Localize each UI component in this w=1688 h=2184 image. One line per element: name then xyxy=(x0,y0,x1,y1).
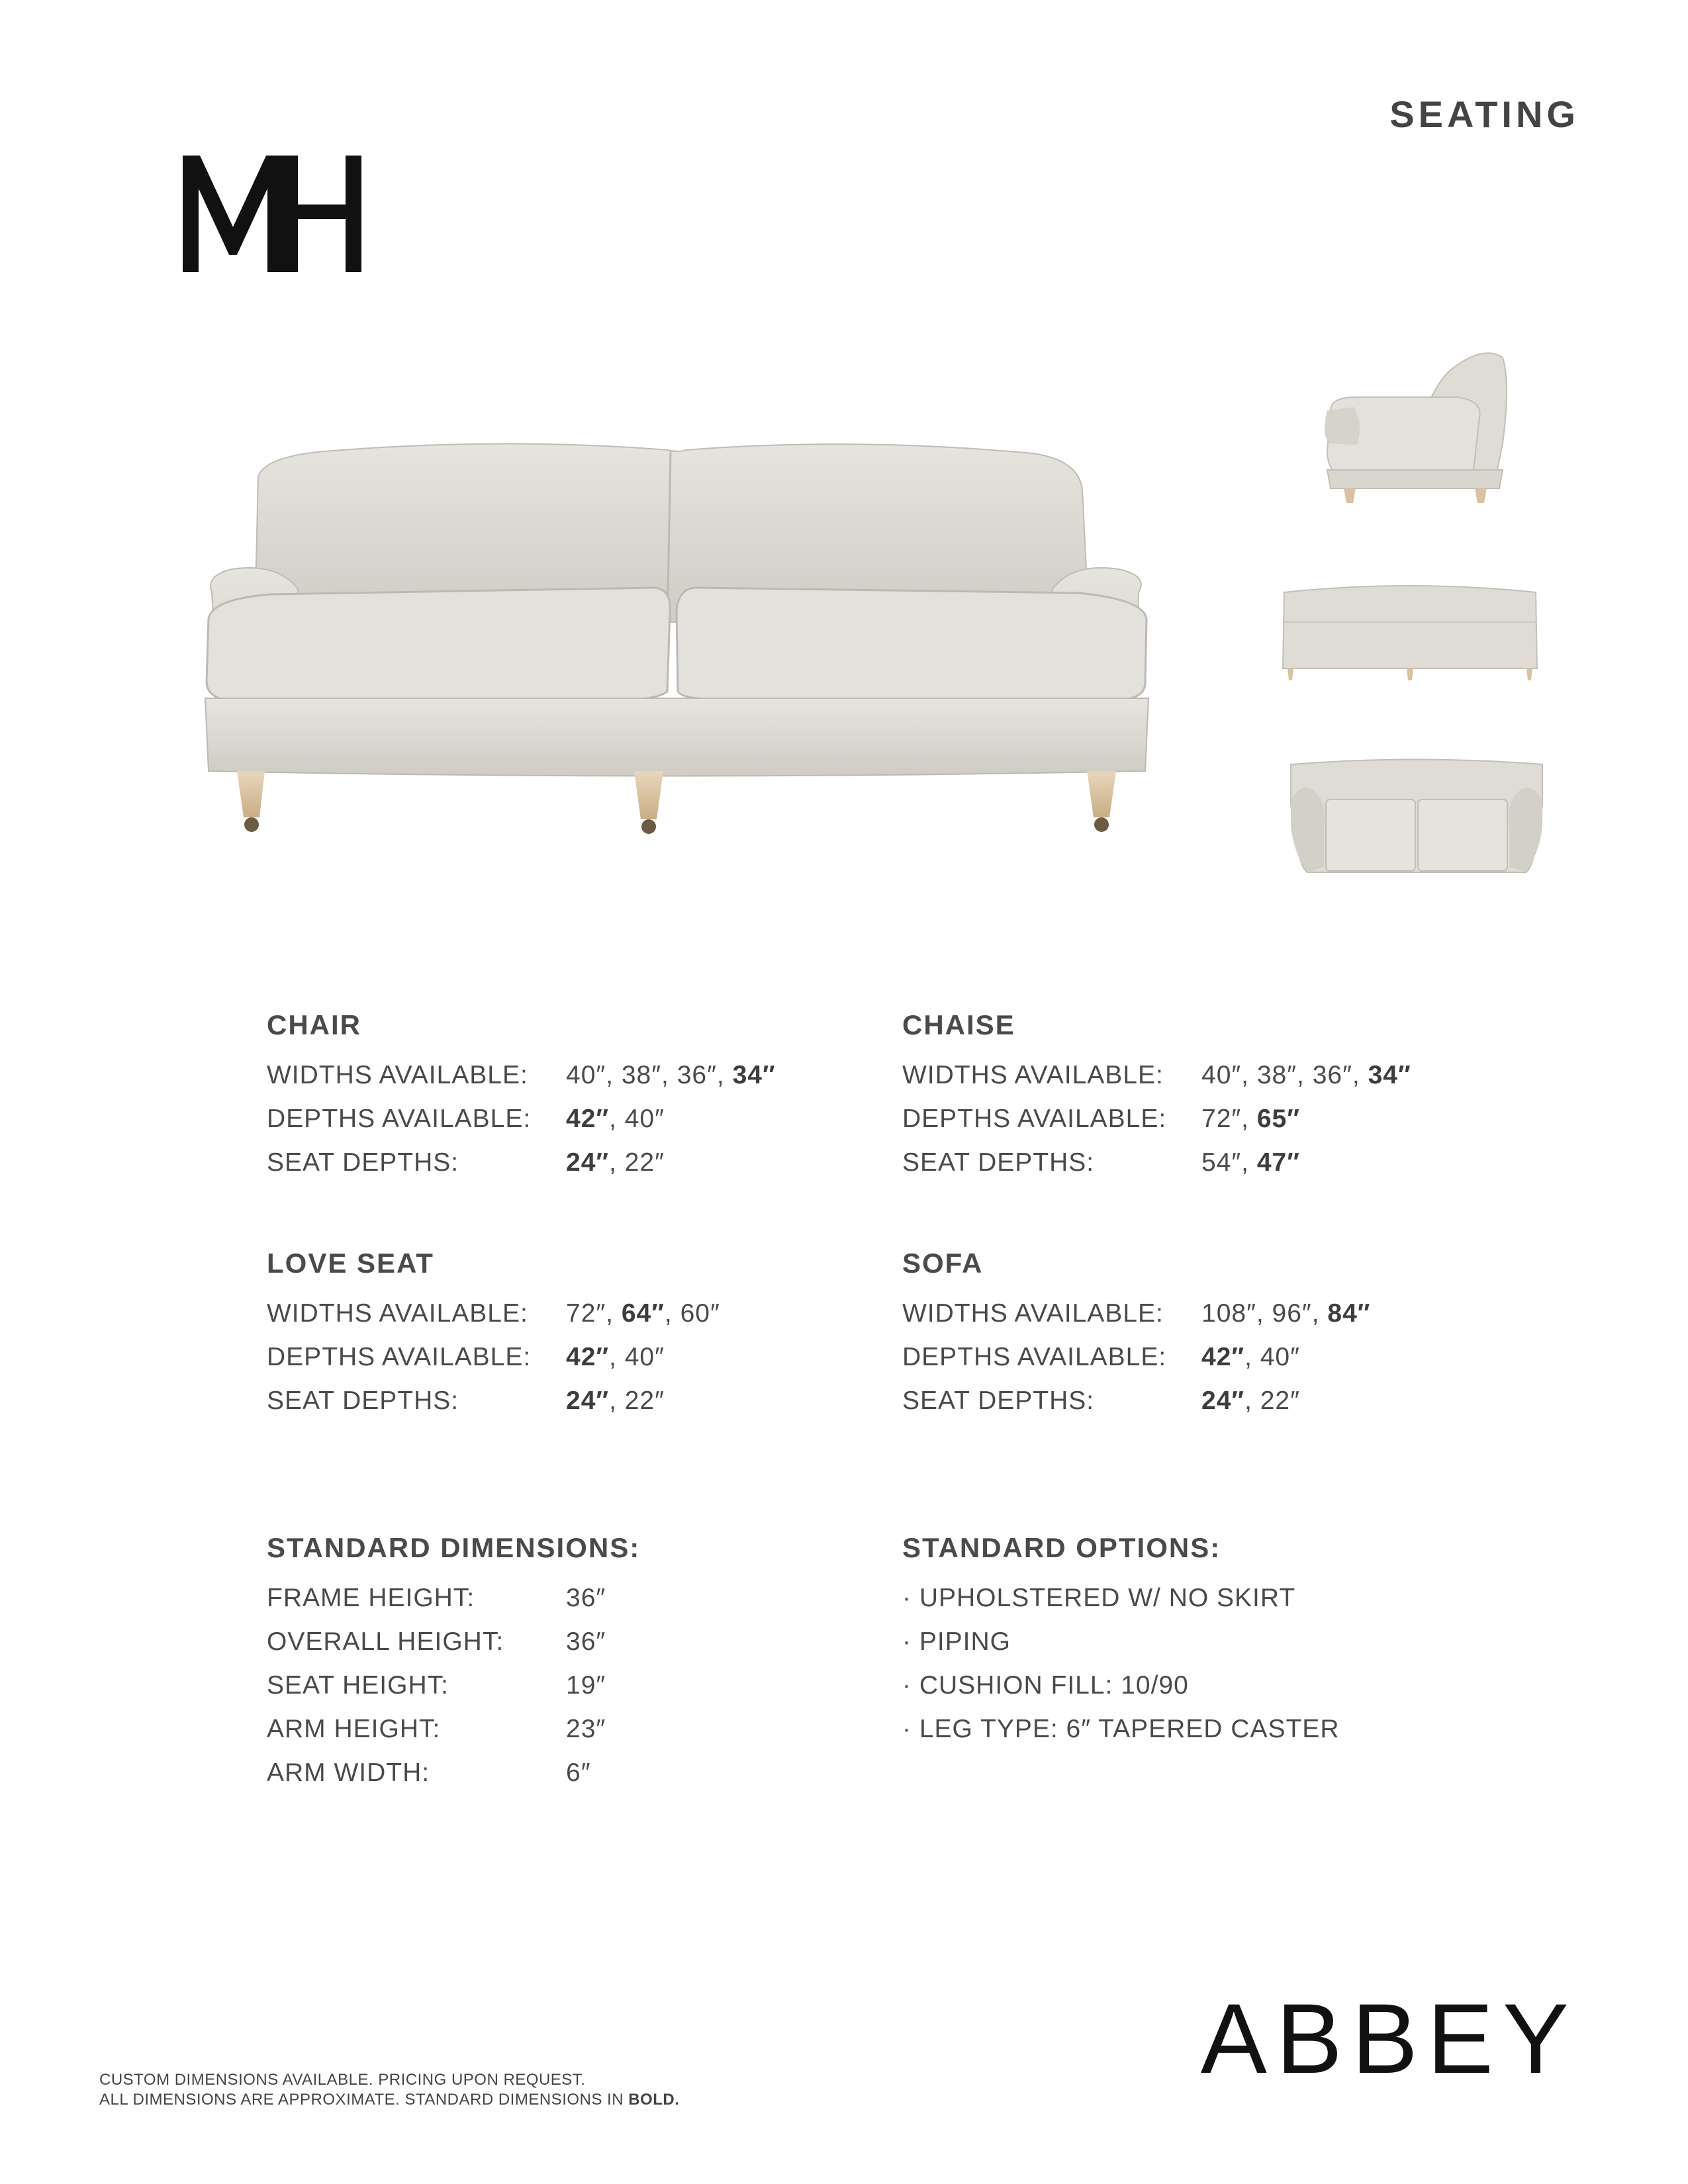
spec-label: WIDTHS AVAILABLE: xyxy=(267,1061,528,1089)
sofa-title: SOFA xyxy=(902,1248,984,1279)
dimension-value: 23″ xyxy=(566,1715,606,1743)
chair-spec-block xyxy=(267,1009,776,1185)
spec-row xyxy=(267,1379,720,1423)
spec-label: WIDTHS AVAILABLE: xyxy=(902,1061,1164,1089)
dimension-label: SEAT HEIGHT: xyxy=(267,1671,449,1700)
spec-row xyxy=(902,1292,1370,1336)
spec-label: SEAT DEPTHS: xyxy=(902,1148,1095,1177)
spec-row xyxy=(902,1336,1370,1379)
chaise-title: CHAISE xyxy=(902,1009,1015,1040)
dimension-value: 36″ xyxy=(566,1627,606,1656)
dimension-row xyxy=(267,1751,640,1795)
option-item: · CUSHION FILL: 10/90 xyxy=(902,1671,1189,1700)
spec-row xyxy=(902,1054,1411,1097)
spec-value: 42″, 40″ xyxy=(566,1105,665,1133)
sofa-hero-image xyxy=(192,437,1165,847)
spec-row xyxy=(902,1379,1370,1423)
option-item: · PIPING xyxy=(902,1627,1011,1656)
spec-value: 40″, 38″, 36″, 34″ xyxy=(566,1061,776,1089)
dimension-row xyxy=(267,1707,640,1751)
sofa-side-view-image xyxy=(1317,344,1516,510)
standard-options-block xyxy=(902,1531,1339,1751)
sofa-front-elevation-image xyxy=(1278,576,1542,688)
spec-label: DEPTHS AVAILABLE: xyxy=(267,1343,532,1371)
dimension-label: OVERALL HEIGHT: xyxy=(267,1627,504,1656)
dimension-label: FRAME HEIGHT: xyxy=(267,1584,475,1612)
spec-row xyxy=(267,1141,776,1185)
spec-label: SEAT DEPTHS: xyxy=(267,1387,459,1415)
footnote-line-2: ALL DIMENSIONS ARE APPROXIMATE. STANDARD DIMENSIONS IN BOLD. xyxy=(99,2091,680,2109)
mh-logo-mark xyxy=(183,156,361,272)
footnote-line-1: CUSTOM DIMENSIONS AVAILABLE. PRICING UPON REQUEST. xyxy=(99,2071,586,2089)
spec-label: WIDTHS AVAILABLE: xyxy=(902,1299,1164,1328)
dimension-label: ARM HEIGHT: xyxy=(267,1715,441,1743)
standard-dimensions-title: STANDARD DIMENSIONS: xyxy=(267,1532,641,1563)
spec-row xyxy=(267,1054,776,1097)
standard-dimensions-block xyxy=(267,1531,640,1795)
spec-row xyxy=(267,1336,720,1379)
spec-row xyxy=(267,1292,720,1336)
spec-label: SEAT DEPTHS: xyxy=(267,1148,459,1177)
spec-label: DEPTHS AVAILABLE: xyxy=(267,1105,532,1133)
spec-value: 40″, 38″, 36″, 34″ xyxy=(1201,1061,1411,1089)
love-seat-title: LOVE SEAT xyxy=(267,1248,434,1279)
dimension-row xyxy=(267,1620,640,1664)
spec-value: 72″, 64″, 60″ xyxy=(566,1299,720,1328)
dimension-row xyxy=(267,1664,640,1707)
spec-row xyxy=(267,1097,776,1141)
spec-value: 54″, 47″ xyxy=(1201,1148,1300,1177)
spec-value: 42″, 40″ xyxy=(1201,1343,1300,1371)
spec-value: 108″, 96″, 84″ xyxy=(1201,1299,1371,1328)
sofa-spec-block xyxy=(902,1247,1370,1423)
dimension-value: 36″ xyxy=(566,1584,606,1612)
dimension-value: 19″ xyxy=(566,1671,606,1700)
footnote xyxy=(99,2070,679,2110)
brand-wordmark: ABBEY xyxy=(1200,1983,1578,2094)
dimension-value: 6″ xyxy=(566,1758,591,1787)
love-seat-spec-block xyxy=(267,1247,720,1423)
chair-title: CHAIR xyxy=(267,1009,361,1040)
option-item: · UPHOLSTERED W/ NO SKIRT xyxy=(902,1584,1296,1612)
spec-value: 24″, 22″ xyxy=(566,1148,665,1177)
spec-row xyxy=(902,1097,1411,1141)
spec-label: WIDTHS AVAILABLE: xyxy=(267,1299,528,1328)
dimension-row xyxy=(267,1576,640,1620)
spec-value: 24″, 22″ xyxy=(566,1387,665,1415)
mh-logo xyxy=(183,156,361,272)
dimension-label: ARM WIDTH: xyxy=(267,1758,430,1787)
sofa-top-view-image xyxy=(1288,754,1546,887)
spec-value: 24″, 22″ xyxy=(1201,1387,1300,1415)
standard-options-title: STANDARD OPTIONS: xyxy=(902,1532,1221,1563)
spec-label: DEPTHS AVAILABLE: xyxy=(902,1343,1167,1371)
option-item: · LEG TYPE: 6″ TAPERED CASTER xyxy=(902,1715,1340,1743)
spec-value: 72″, 65″ xyxy=(1201,1105,1300,1133)
spec-label: DEPTHS AVAILABLE: xyxy=(902,1105,1167,1133)
spec-label: SEAT DEPTHS: xyxy=(902,1387,1095,1415)
spec-row xyxy=(902,1141,1411,1185)
chaise-spec-block xyxy=(902,1009,1411,1185)
category-title: SEATING xyxy=(1389,93,1579,135)
spec-value: 42″, 40″ xyxy=(566,1343,665,1371)
